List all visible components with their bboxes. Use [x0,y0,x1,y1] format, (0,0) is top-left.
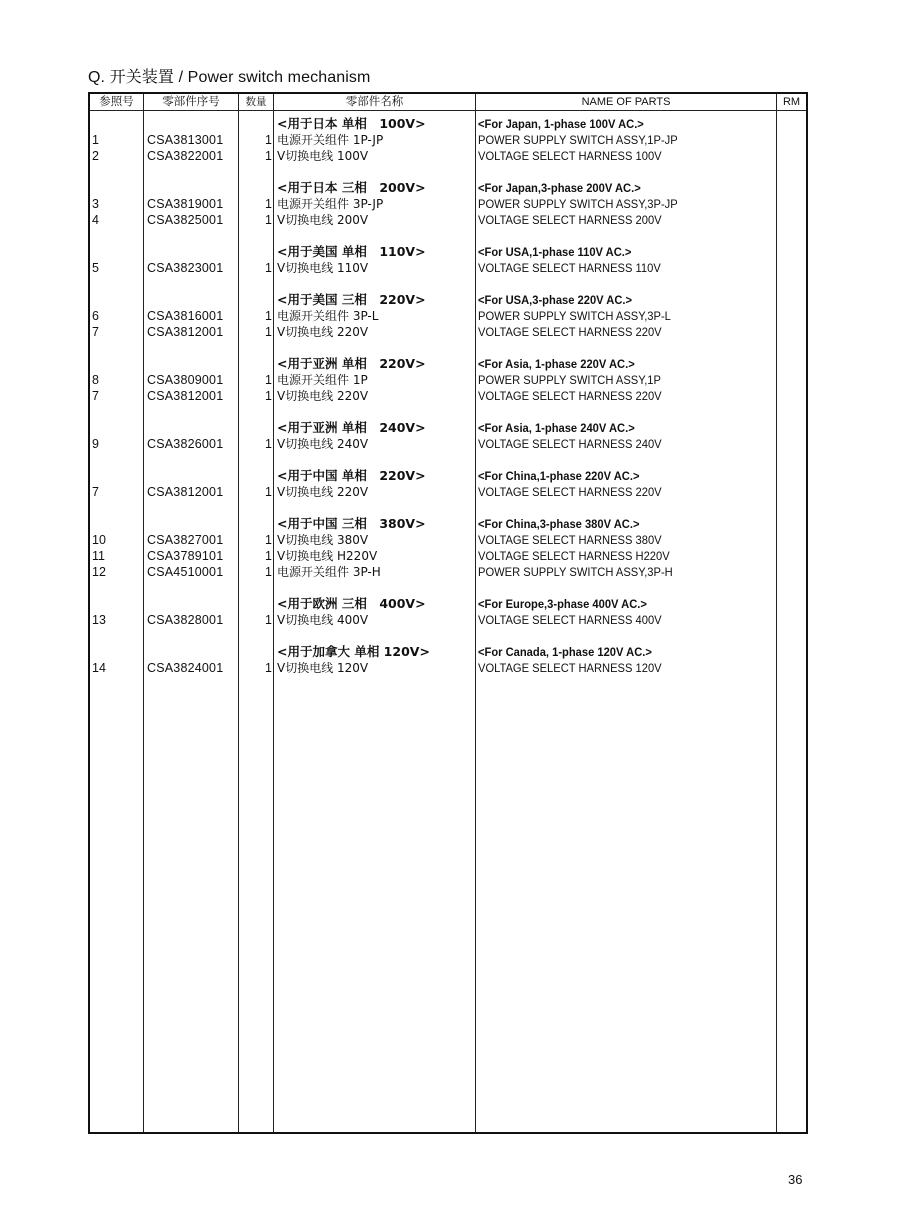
ref-cell: 2 [92,149,99,163]
name-cn-cell: V切换电线 H220V [277,549,378,563]
part-no-cell: CSA3822001 [147,149,224,163]
ref-cell [92,516,140,532]
part-no-cell [147,468,239,484]
group-heading-row [90,116,806,132]
ref-cell: 5 [92,261,99,275]
ref-cell: 12 [92,565,106,579]
part-no-cell [147,356,239,372]
part-no-cell: CSA3812001 [147,325,224,339]
qty-cell [240,596,272,612]
ref-cell [92,180,140,196]
name-en-cell: POWER SUPPLY SWITCH ASSY,3P-L [478,309,671,323]
part-no-cell: CSA3816001 [147,309,224,323]
part-no-cell: CSA3826001 [147,437,224,451]
part-no-cell: CSA4510001 [147,565,224,579]
name-cn-cell: V切换电线 220V [277,389,369,403]
name-cn-cell: V切换电线 240V [277,437,369,451]
group-heading-row [90,292,806,308]
name-cn-cell: V切换电线 380V [277,533,369,547]
header-qty: 数量 [245,96,267,108]
name-cn-cell: V切换电线 110V [277,261,369,275]
name-cn-cell: 电源开关组件 3P-L [277,309,379,323]
qty-cell: 1 [265,389,272,403]
name-cn-cell: <用于欧洲 三相 400V> [277,596,426,611]
name-cn-cell: V切换电线 220V [277,325,369,339]
page-number: 36 [788,1172,803,1187]
table-row [90,132,806,148]
name-cn-cell: V切换电线 400V [277,613,369,627]
part-no-cell [147,596,239,612]
part-no-cell: CSA3812001 [147,485,224,499]
group-heading-row [90,244,806,260]
qty-cell: 1 [265,261,272,275]
group-heading-row [90,180,806,196]
qty-cell [240,420,272,436]
part-no-cell: CSA3823001 [147,261,224,275]
qty-cell: 1 [265,309,272,323]
name-cn-cell: <用于中国 三相 380V> [277,516,426,531]
name-cn-cell: V切换电线 120V [277,661,369,675]
name-en-cell: <For Japan,3-phase 200V AC.> [478,181,641,195]
qty-cell [240,116,272,132]
table-row [90,548,806,564]
ref-cell [92,116,140,132]
ref-cell: 11 [92,549,105,563]
name-cn-cell: <用于日本 三相 200V> [277,180,426,195]
part-no-cell: CSA3828001 [147,613,224,627]
ref-cell [92,244,140,260]
group-heading-row [90,420,806,436]
qty-cell: 1 [265,661,272,675]
qty-cell [240,292,272,308]
table-row [90,308,806,324]
table-row [90,196,806,212]
group-heading-row [90,468,806,484]
part-no-cell: CSA3813001 [147,133,224,147]
name-en-cell: POWER SUPPLY SWITCH ASSY,1P [478,373,661,387]
part-no-cell [147,116,239,132]
part-no-cell [147,516,239,532]
ref-cell: 14 [92,661,106,675]
name-cn-cell: <用于美国 三相 220V> [277,292,426,307]
part-no-cell: CSA3827001 [147,533,224,547]
name-en-cell: VOLTAGE SELECT HARNESS 100V [478,149,662,163]
ref-cell: 13 [92,613,106,627]
ref-cell: 7 [92,389,99,403]
ref-cell [92,292,140,308]
name-en-cell: VOLTAGE SELECT HARNESS 380V [478,533,662,547]
qty-cell: 1 [265,133,272,147]
part-no-cell: CSA3825001 [147,213,224,227]
name-en-cell: VOLTAGE SELECT HARNESS 120V [478,661,662,675]
name-en-cell: VOLTAGE SELECT HARNESS 110V [478,261,661,275]
ref-cell: 4 [92,213,99,227]
ref-cell: 1 [92,133,99,147]
name-cn-cell: 电源开关组件 1P-JP [277,133,384,147]
name-en-cell: VOLTAGE SELECT HARNESS 220V [478,485,662,499]
group-heading-row [90,644,806,660]
qty-cell: 1 [265,613,272,627]
name-en-cell: <For USA,3-phase 220V AC.> [478,293,633,307]
qty-cell [240,516,272,532]
table-row [90,532,806,548]
part-no-cell: CSA3789101 [147,549,224,563]
ref-cell [92,596,140,612]
header-name-cn: 零部件名称 [345,96,404,108]
qty-cell: 1 [265,197,272,211]
name-en-cell: POWER SUPPLY SWITCH ASSY,3P-JP [478,197,678,211]
part-no-cell [147,292,239,308]
header-divider [90,110,806,111]
name-cn-cell: 电源开关组件 3P-H [277,565,381,579]
name-en-cell: VOLTAGE SELECT HARNESS 400V [478,613,662,627]
qty-cell [240,468,272,484]
qty-cell: 1 [265,485,272,499]
name-cn-cell: V切换电线 100V [277,149,369,163]
header-name-en: NAME OF PARTS [581,96,671,108]
qty-cell [240,356,272,372]
table-row [90,436,806,452]
qty-cell: 1 [265,565,272,579]
name-cn-cell: V切换电线 220V [277,485,369,499]
parts-table [88,92,808,1134]
ref-cell: 10 [92,533,106,547]
qty-cell [240,644,272,660]
part-no-cell: CSA3824001 [147,661,224,675]
name-en-cell: VOLTAGE SELECT HARNESS 220V [478,389,662,403]
name-cn-cell: 电源开关组件 3P-JP [277,197,384,211]
ref-cell: 7 [92,485,99,499]
table-row [90,212,806,228]
table-row [90,564,806,580]
table-row [90,372,806,388]
table-row [90,660,806,676]
part-no-cell: CSA3819001 [147,197,224,211]
header-rm: RM [782,96,801,108]
name-en-cell: VOLTAGE SELECT HARNESS H220V [478,549,670,563]
ref-cell [92,420,140,436]
name-cn-cell: <用于日本 单相 100V> [277,116,426,131]
name-en-cell: VOLTAGE SELECT HARNESS 200V [478,213,662,227]
name-cn-cell: V切换电线 200V [277,213,369,227]
name-cn-cell: <用于美国 单相 110V> [277,244,426,259]
qty-cell: 1 [265,549,272,563]
name-en-cell: <For China,3-phase 380V AC.> [478,517,640,531]
name-en-cell: VOLTAGE SELECT HARNESS 220V [478,325,662,339]
name-en-cell: <For Asia, 1-phase 240V AC.> [478,421,635,435]
group-heading-row [90,356,806,372]
name-en-cell: VOLTAGE SELECT HARNESS 240V [478,437,662,451]
name-en-cell: POWER SUPPLY SWITCH ASSY,1P-JP [478,133,678,147]
name-en-cell: <For Asia, 1-phase 220V AC.> [478,357,635,371]
table-row [90,324,806,340]
name-cn-cell: <用于亚洲 单相 220V> [277,356,426,371]
name-en-cell: <For Japan, 1-phase 100V AC.> [478,117,644,131]
part-no-cell [147,420,239,436]
name-en-cell: <For USA,1-phase 110V AC.> [478,245,632,259]
name-cn-cell: <用于亚洲 单相 240V> [277,420,426,435]
ref-cell: 7 [92,325,99,339]
name-en-cell: POWER SUPPLY SWITCH ASSY,3P-H [478,565,673,579]
qty-cell: 1 [265,325,272,339]
name-cn-cell: <用于加拿大 单相 120V> [277,644,430,659]
table-row [90,260,806,276]
header-ref-no: 参照号 [99,96,134,108]
qty-cell [240,180,272,196]
group-heading-row [90,596,806,612]
ref-cell: 6 [92,309,99,323]
name-cn-cell: 电源开关组件 1P [277,373,368,387]
table-row [90,148,806,164]
part-no-cell: CSA3809001 [147,373,224,387]
name-cn-cell: <用于中国 单相 220V> [277,468,426,483]
qty-cell: 1 [265,149,272,163]
qty-cell [240,244,272,260]
name-en-cell: <For China,1-phase 220V AC.> [478,469,640,483]
table-row [90,388,806,404]
ref-cell [92,356,140,372]
ref-cell [92,644,140,660]
name-en-cell: <For Canada, 1-phase 120V AC.> [478,645,652,659]
qty-cell: 1 [265,213,272,227]
ref-cell: 3 [92,197,99,211]
qty-cell: 1 [265,373,272,387]
part-no-cell [147,244,239,260]
part-no-cell [147,644,239,660]
qty-cell: 1 [265,533,272,547]
ref-cell [92,468,140,484]
qty-cell: 1 [265,437,272,451]
name-en-cell: <For Europe,3-phase 400V AC.> [478,597,647,611]
table-row [90,484,806,500]
ref-cell: 9 [92,437,99,451]
header-part-no: 零部件序号 [162,96,220,108]
part-no-cell: CSA3812001 [147,389,224,403]
page-title: Q. 开关装置 / Power switch mechanism [88,69,371,86]
table-row [90,612,806,628]
ref-cell: 8 [92,373,99,387]
part-no-cell [147,180,239,196]
group-heading-row [90,516,806,532]
